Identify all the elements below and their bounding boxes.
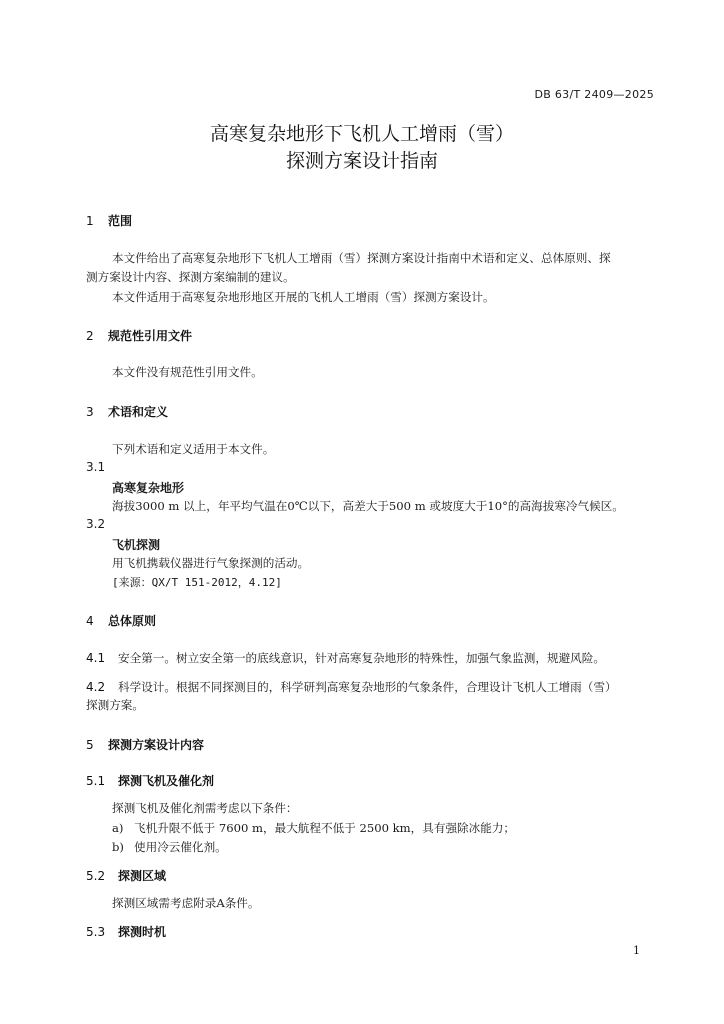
clause-4-2 bbox=[86, 679, 617, 695]
subsection-title: 探测区域 bbox=[118, 869, 167, 883]
list-item-a bbox=[112, 820, 515, 836]
clause-4-2-continued: 探测方案。 bbox=[86, 698, 144, 712]
subsection-title: 探测时机 bbox=[118, 925, 167, 939]
clause-number: 4.1 bbox=[86, 651, 106, 665]
section-number: 2 bbox=[86, 329, 94, 343]
term-2-name: 飞机探测 bbox=[112, 538, 161, 552]
section-number: 4 bbox=[86, 614, 94, 628]
list-item-text: 飞机升限不低于 7600 m，最大航程不低于 2500 km，具有强除冰能力； bbox=[134, 821, 516, 835]
section-number: 3 bbox=[86, 405, 94, 419]
section-title: 范围 bbox=[108, 214, 133, 228]
document-title-line2: 探测方案设计指南 bbox=[285, 150, 438, 172]
section-5-heading bbox=[86, 736, 204, 753]
term-1-name: 高寒复杂地形 bbox=[112, 481, 185, 495]
section-2-heading bbox=[86, 327, 192, 344]
section-title: 总体原则 bbox=[108, 614, 157, 628]
subsection-title: 探测飞机及催化剂 bbox=[118, 774, 215, 788]
section-number: 1 bbox=[86, 214, 94, 228]
term-1-definition: 海拔3000 m 以上，年平均气温在0℃以下，高差大于500 m 或坡度大于10°的高海拔寒冷气候区。 bbox=[112, 499, 624, 513]
subsection-5-1-heading bbox=[86, 772, 214, 789]
term-2-number: 3.2 bbox=[86, 517, 106, 531]
section-1-heading bbox=[86, 212, 132, 229]
clause-number: 4.2 bbox=[86, 680, 106, 694]
section-3-intro: 下列术语和定义适用于本文件。 bbox=[112, 442, 275, 456]
section-title: 规范性引用文件 bbox=[108, 329, 193, 343]
subsection-5-1-intro: 探测飞机及催化剂需考虑以下条件： bbox=[112, 801, 298, 815]
subsection-number: 5.2 bbox=[86, 869, 106, 883]
section-number: 5 bbox=[86, 738, 94, 752]
subsection-number: 5.3 bbox=[86, 925, 106, 939]
section-title: 探测方案设计内容 bbox=[108, 738, 205, 752]
term-2-source: [来源：QX/T 151-2012，4.12] bbox=[112, 576, 282, 589]
clause-text: 科学设计。根据不同探测目的，科学研判高寒复杂地形的气象条件，合理设计飞机人工增雨（雪） bbox=[118, 680, 617, 694]
subsection-5-2-heading bbox=[86, 867, 166, 884]
section-4-heading bbox=[86, 612, 156, 629]
clause-4-1 bbox=[86, 650, 605, 666]
section-1-paragraph-2: 本文件适用于高寒复杂地形地区开展的飞机人工增雨（雪）探测方案设计。 bbox=[112, 290, 495, 304]
subsection-number: 5.1 bbox=[86, 774, 106, 788]
document-title-line1: 高寒复杂地形下飞机人工增雨（雪） bbox=[209, 123, 514, 145]
subsection-5-3-heading bbox=[86, 923, 166, 940]
term-1-number: 3.1 bbox=[86, 460, 106, 474]
list-marker: a) bbox=[112, 821, 124, 835]
clause-text: 安全第一。树立安全第一的底线意识，针对高寒复杂地形的特殊性，加强气象监测，规避风险。 bbox=[118, 651, 605, 665]
term-2-definition: 用飞机携载仪器进行气象探测的活动。 bbox=[112, 556, 310, 570]
section-1-paragraph-1a: 本文件给出了高寒复杂地形下飞机人工增雨（雪）探测方案设计指南中术语和定义、总体原则、探 bbox=[112, 251, 611, 265]
section-1-paragraph-1b: 测方案设计内容、探测方案编制的建议。 bbox=[86, 270, 295, 284]
page-number: 1 bbox=[633, 944, 640, 957]
standard-code: DB 63/T 2409—2025 bbox=[534, 88, 654, 101]
list-marker: b) bbox=[112, 840, 124, 854]
list-item-b bbox=[112, 839, 227, 855]
section-2-paragraph: 本文件没有规范性引用文件。 bbox=[112, 365, 263, 379]
section-3-heading bbox=[86, 403, 168, 420]
section-title: 术语和定义 bbox=[108, 405, 169, 419]
list-item-text: 使用冷云催化剂。 bbox=[134, 840, 227, 854]
subsection-5-2-text: 探测区域需考虑附录A条件。 bbox=[112, 896, 260, 910]
